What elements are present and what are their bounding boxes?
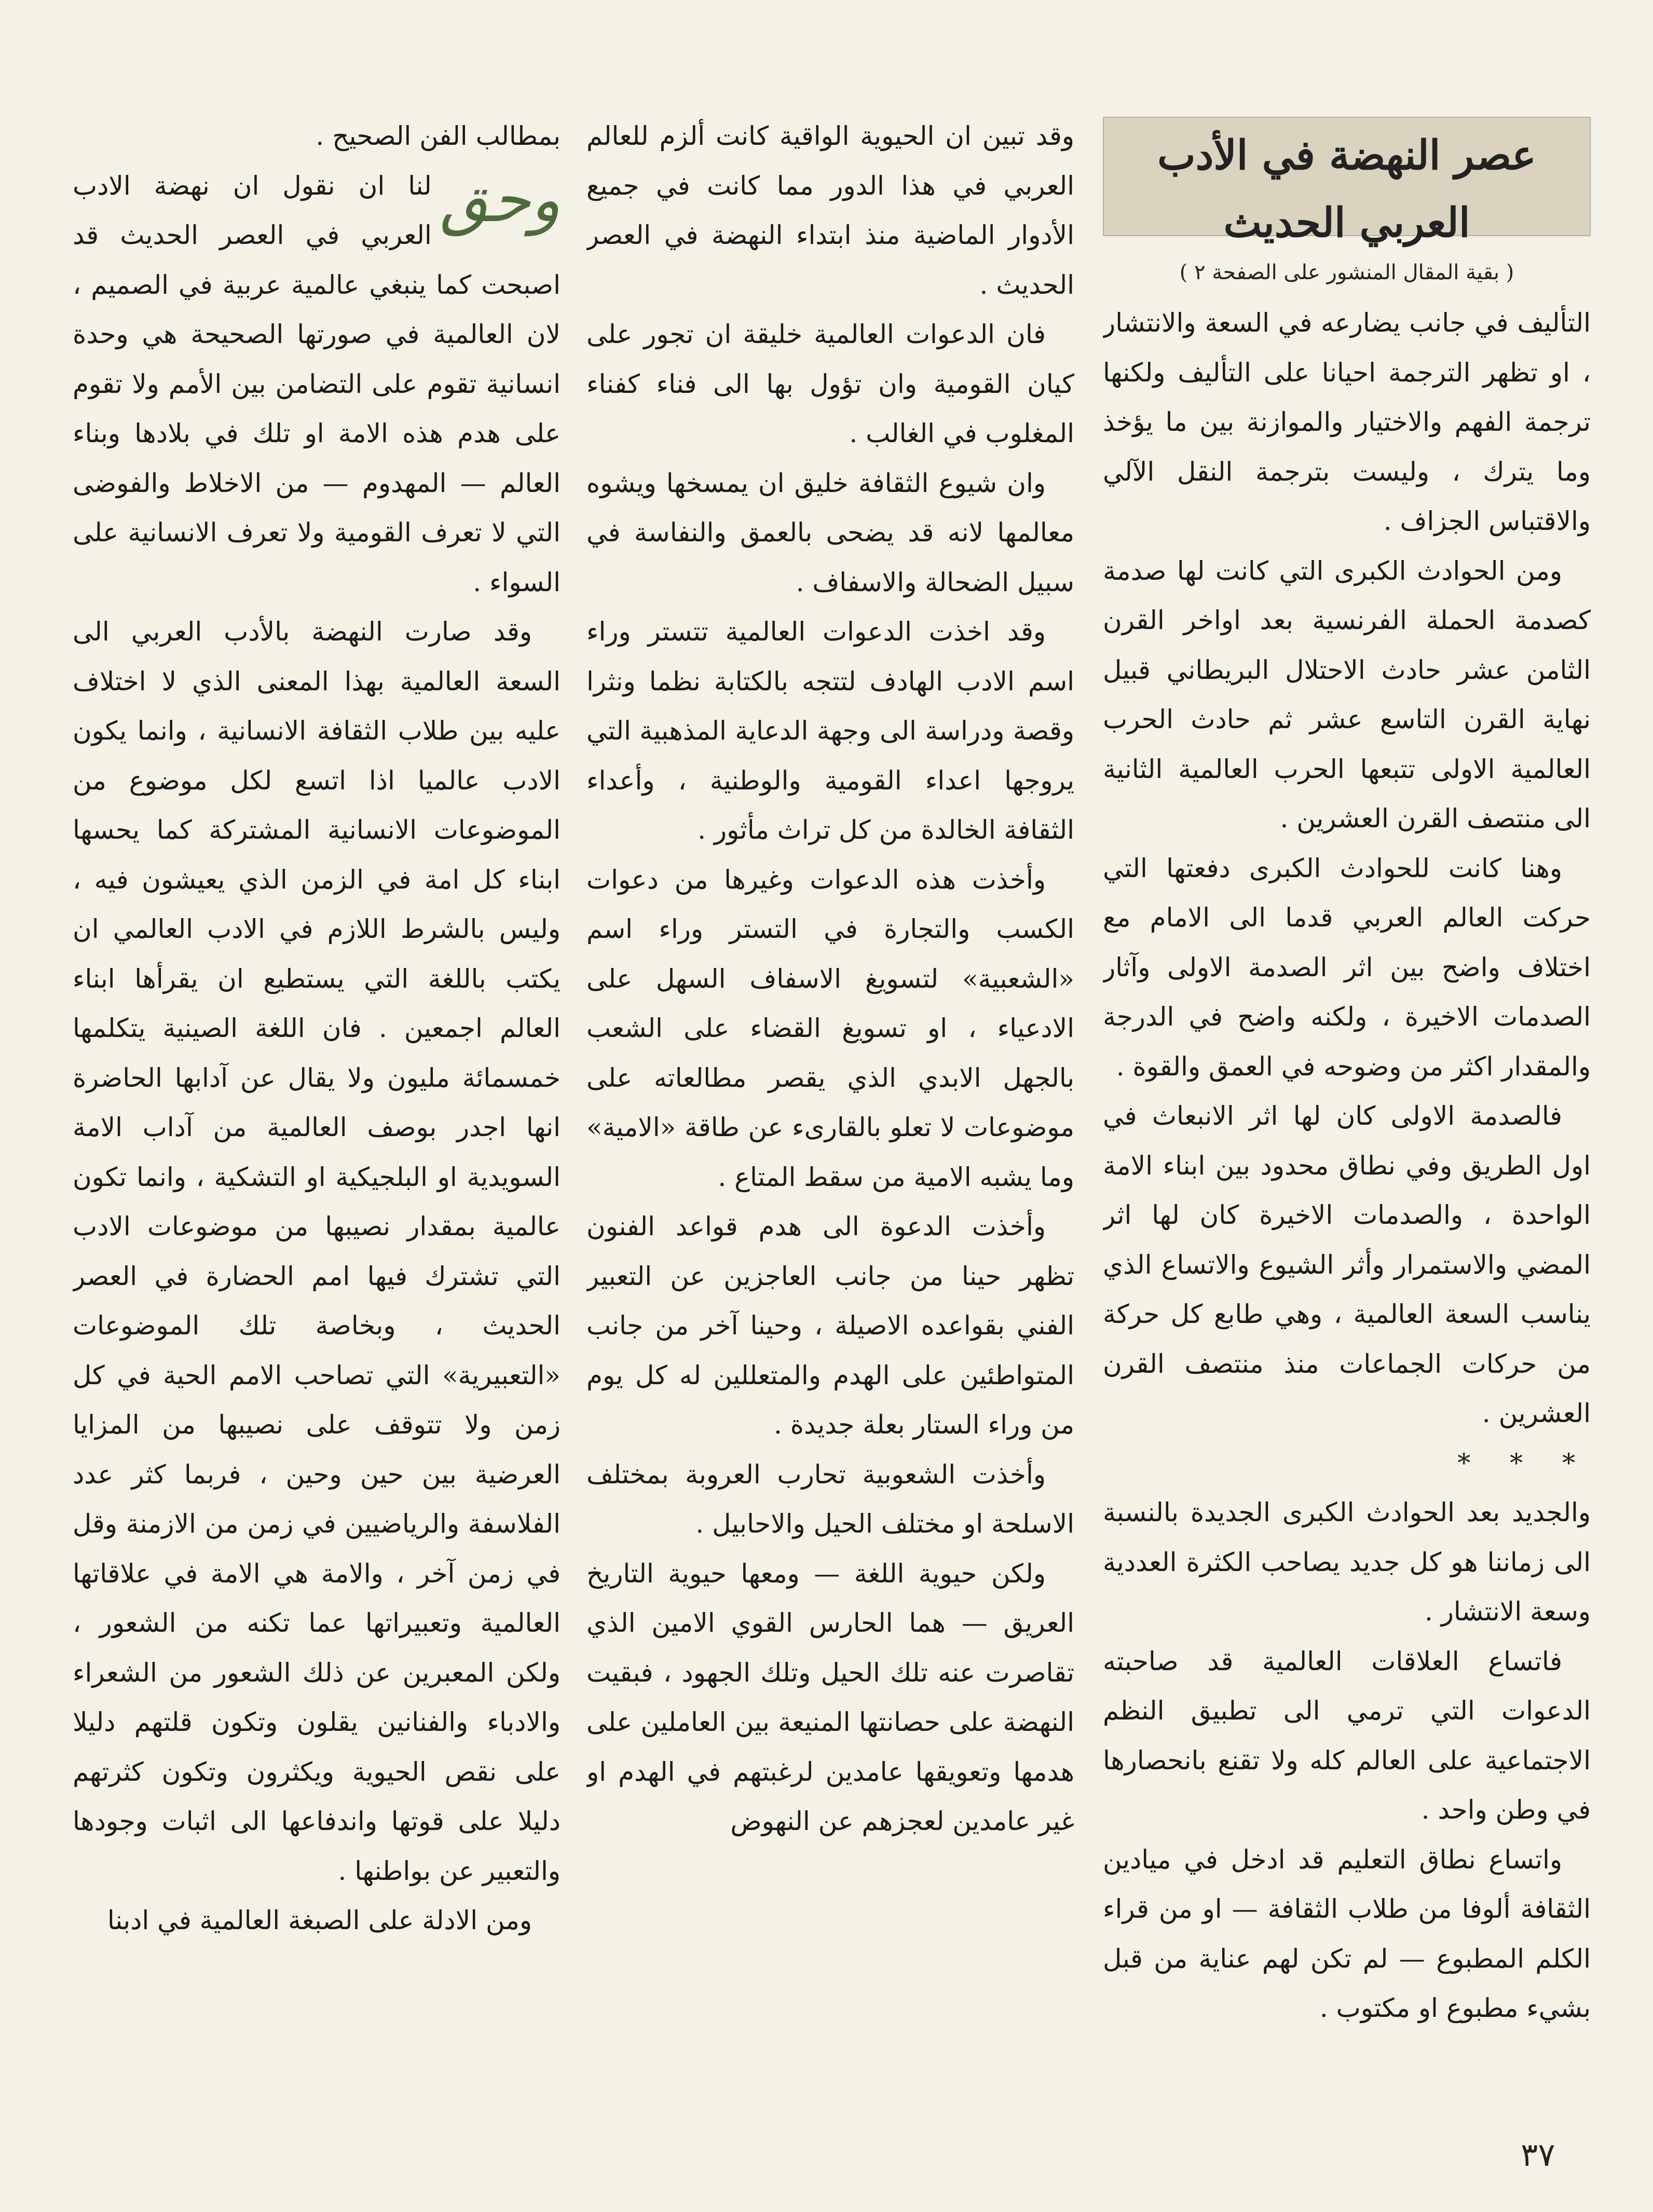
paragraph: وقد صارت النهضة بالأدب العربي الى السعة العالمية بهذا المعنى الذي لا اختلاف عليه بين طلاب الثقافة الانسانية ، وانما يكون الادب عالميا اذا اتسع لكل موضوع من الموضوعات الانسانية المشتركة كما يحسها ابناء كل امة في الزمن الذي يعيشون فيه ، وليس بالشرط اللازم في الادب العالمي ان يكتب باللغة التي يستطيع ان يقرأها ابناء العالم اجمعين . فان اللغة الصينية يتكلمها خمسمائة مليون ولا يقال عن آدابها الحاضرة انها اجدر بوصف العالمية من آداب الامة السويدية او البلجيكية او التشكية ، وانما تكون عالمية بمقدار نصيبها من موضوعات الادب التي تشترك فيها امم الحضارة في العصر الحديث ، وبخاصة تلك الموضوعات «التعبيرية» التي تصاحب الامم الحية في كل زمن ولا تتوقف على نصيبها من المزايا العرضية بين حين وحين ، فربما كثر عدد الفلاسفة والرياضيين في زمن من الازمنة وقل في زمن آخر ، والامة هي الامة في علاقاتها العالمية وتعبيراتها عما تكنه من الشعور ، ولكن المعبرين عن ذلك الشعور من الشعراء والادباء والفنانين يقلون وتكون قلتهم دليلا على نقص الحيوية ويكثرون وتكون كثرتهم دليلا على قوتها واندفاعها الى اثبات وجودها والتعبير عن بواطنها .	[73, 617, 561, 1886]
dropcap-ornament: وحق	[440, 163, 561, 236]
paragraph: التأليف في جانب يضارعه في السعة والانتشار ، او تظهر الترجمة احيانا على التأليف ولكنها ترجمة الفهم والاختيار والموازنة بين ما يؤخذ وما يترك ، وليست بترجمة النقل الآلي والاقتباس الجزاف .	[1103, 308, 1591, 536]
paragraph: ومن الادلة على الصبغة العالمية في ادبنا	[107, 1905, 532, 1935]
paragraph: ومن الحوادث الكبرى التي كانت لها صدمة كصدمة الحملة الفرنسية بعد اواخر القرن الثامن عشر حادث الاحتلال البريطاني قبيل نهاية القرن التاسع عشر ثم حادث الحرب العالمية الاولى تتبعها الحرب العالمية الثانية الى منتصف القرن العشرين .	[1103, 555, 1591, 834]
paragraph: وان شيوع الثقافة خليق ان يمسخها ويشوه معالمها لانه قد يضحى بالعمق والنفاسة في سبيل الضحالة والاسفاف .	[586, 468, 1074, 597]
article-title: عصر النهضة في الأدب العربي الحديث	[1157, 132, 1536, 247]
paragraph: واتساع نطاق التعليم قد ادخل في ميادين الثقافة ألوفا من طلاب الثقافة — او من قراء الكلم المطبوع — لم تكن لهم عناية من قبل بشيء مطبوع او مكتوب .	[1103, 1844, 1591, 2023]
paragraph: بمطالب الفن الصحيح .	[316, 121, 561, 151]
page-number: ٣٧	[1521, 2136, 1555, 2174]
paragraph: وأخذت الدعوة الى هدم قواعد الفنون تظهر حينا من جانب العاجزين عن التعبير الفني بقواعده الاصيلة ، وحينا آخر من جانب المتواطئين على الهدم والمتعللين له كل يوم من وراء الستار بعلة جديدة .	[586, 1211, 1074, 1440]
paragraph: وأخذت هذه الدعوات وغيرها من دعوات الكسب والتجارة في التستر وراء اسم «الشعبية» لتسويغ الاسفاف السهل على الادعياء ، او تسويغ القضاء على الشعب بالجهل الابدي الذي يقصر مطالعاته على موضوعات لا تعلو بالقارىء عن طاقة «الامية» وما يشبه الامية من سقط المتاع .	[586, 864, 1074, 1192]
paragraph-text: لنا ان نقول ان نهضة الادب العربي في العصر الحديث قد اصبحت كما ينبغي عالمية عربية في الصميم ، لان العالمية في صورتها الصحيحة هي وحدة انسانية تقوم على التضامن بين الأمم ولا تقوم على هدم هذه الامة او تلك في بلادها وبناء العالم — المهدوم — من الاخلاط والفوضى التي لا تعرف القومية ولا تعرف الانسانية على السواء .	[73, 170, 561, 597]
text-column-middle	[586, 112, 1074, 2136]
paragraph: والجديد بعد الحوادث الكبرى الجديدة بالنسبة الى زماننا هو كل جديد يصاحب الكثرة العددية وسعة الانتشار .	[1103, 1497, 1591, 1627]
paragraph: فالصدمة الاولى كان لها اثر الانبعاث في اول الطريق وفي نطاق محدود بين ابناء الامة الواحدة ، والصدمات الاخيرة كان لها اثر المضي والاستمرار وأثر الشيوع والاتساع الذي يناسب السعة العالمية ، وهي طابع كل حركة من حركات الجماعات منذ منتصف القرن العشرين .	[1103, 1101, 1591, 1428]
paragraph: فاتساع العلاقات العالمية قد صاحبته الدعوات التي ترمي الى تطبيق النظم الاجتماعية على العالم كله ولا تقنع بانحصارها في وطن واحد .	[1103, 1646, 1591, 1825]
paragraph-with-dropcap	[73, 161, 561, 608]
paragraph: وأخذت الشعوبية تحارب العروبة بمختلف الاسلحة او مختلف الحيل والاحابيل .	[586, 1459, 1074, 1539]
paragraph: وقد تبين ان الحيوية الواقية كانت ألزم للعالم العربي في هذا الدور مما كانت في جميع الأدوار الماضية منذ ابتداء النهضة في العصر الحديث .	[586, 121, 1074, 300]
paragraph: فان الدعوات العالمية خليقة ان تجور على كيان القومية وان تؤول بها الى فناء كفناء المغلوب في الغالب .	[586, 319, 1074, 448]
section-separator: * * *	[1457, 1448, 1591, 1478]
paragraph: وهنا كانت للحوادث الكبرى دفعتها التي حركت العالم العربي قدما الى الامام مع اختلاف واضح بين اثر الصدمة الاولى وآثار الصدمات الاخيرة ، ولكنه واضح في الدرجة والمقدار اكثر من وضوحه في العمق والقوة .	[1103, 853, 1591, 1082]
paragraph: وقد اخذت الدعوات العالمية تتستر وراء اسم الادب الهادف لتتجه بالكتابة نظما ونثرا وقصة ودراسة الى وجهة الدعاية المذهبية التي يروجها اعداء القومية والوطنية ، وأعداء الثقافة الخالدة من كل تراث مأثور .	[586, 617, 1074, 845]
text-column-left	[73, 112, 561, 2136]
article-header	[1103, 117, 1591, 284]
paragraph: ولكن حيوية اللغة — ومعها حيوية التاريخ العريق — هما الحارس القوي الامين الذي تقاصرت عنه تلك الحيل وتلك الجهود ، فبقيت النهضة على حصانتها المنيعة بين العاملين على هدمها وتعويقها عامدين لرغبتهم في الهدم او غير عامدين لعجزهم عن النهوض	[586, 1558, 1074, 1836]
article-subtitle: ( بقية المقال المنشور على الصفحة ٢ )	[1179, 261, 1514, 284]
text-column-right	[1103, 298, 1591, 2136]
